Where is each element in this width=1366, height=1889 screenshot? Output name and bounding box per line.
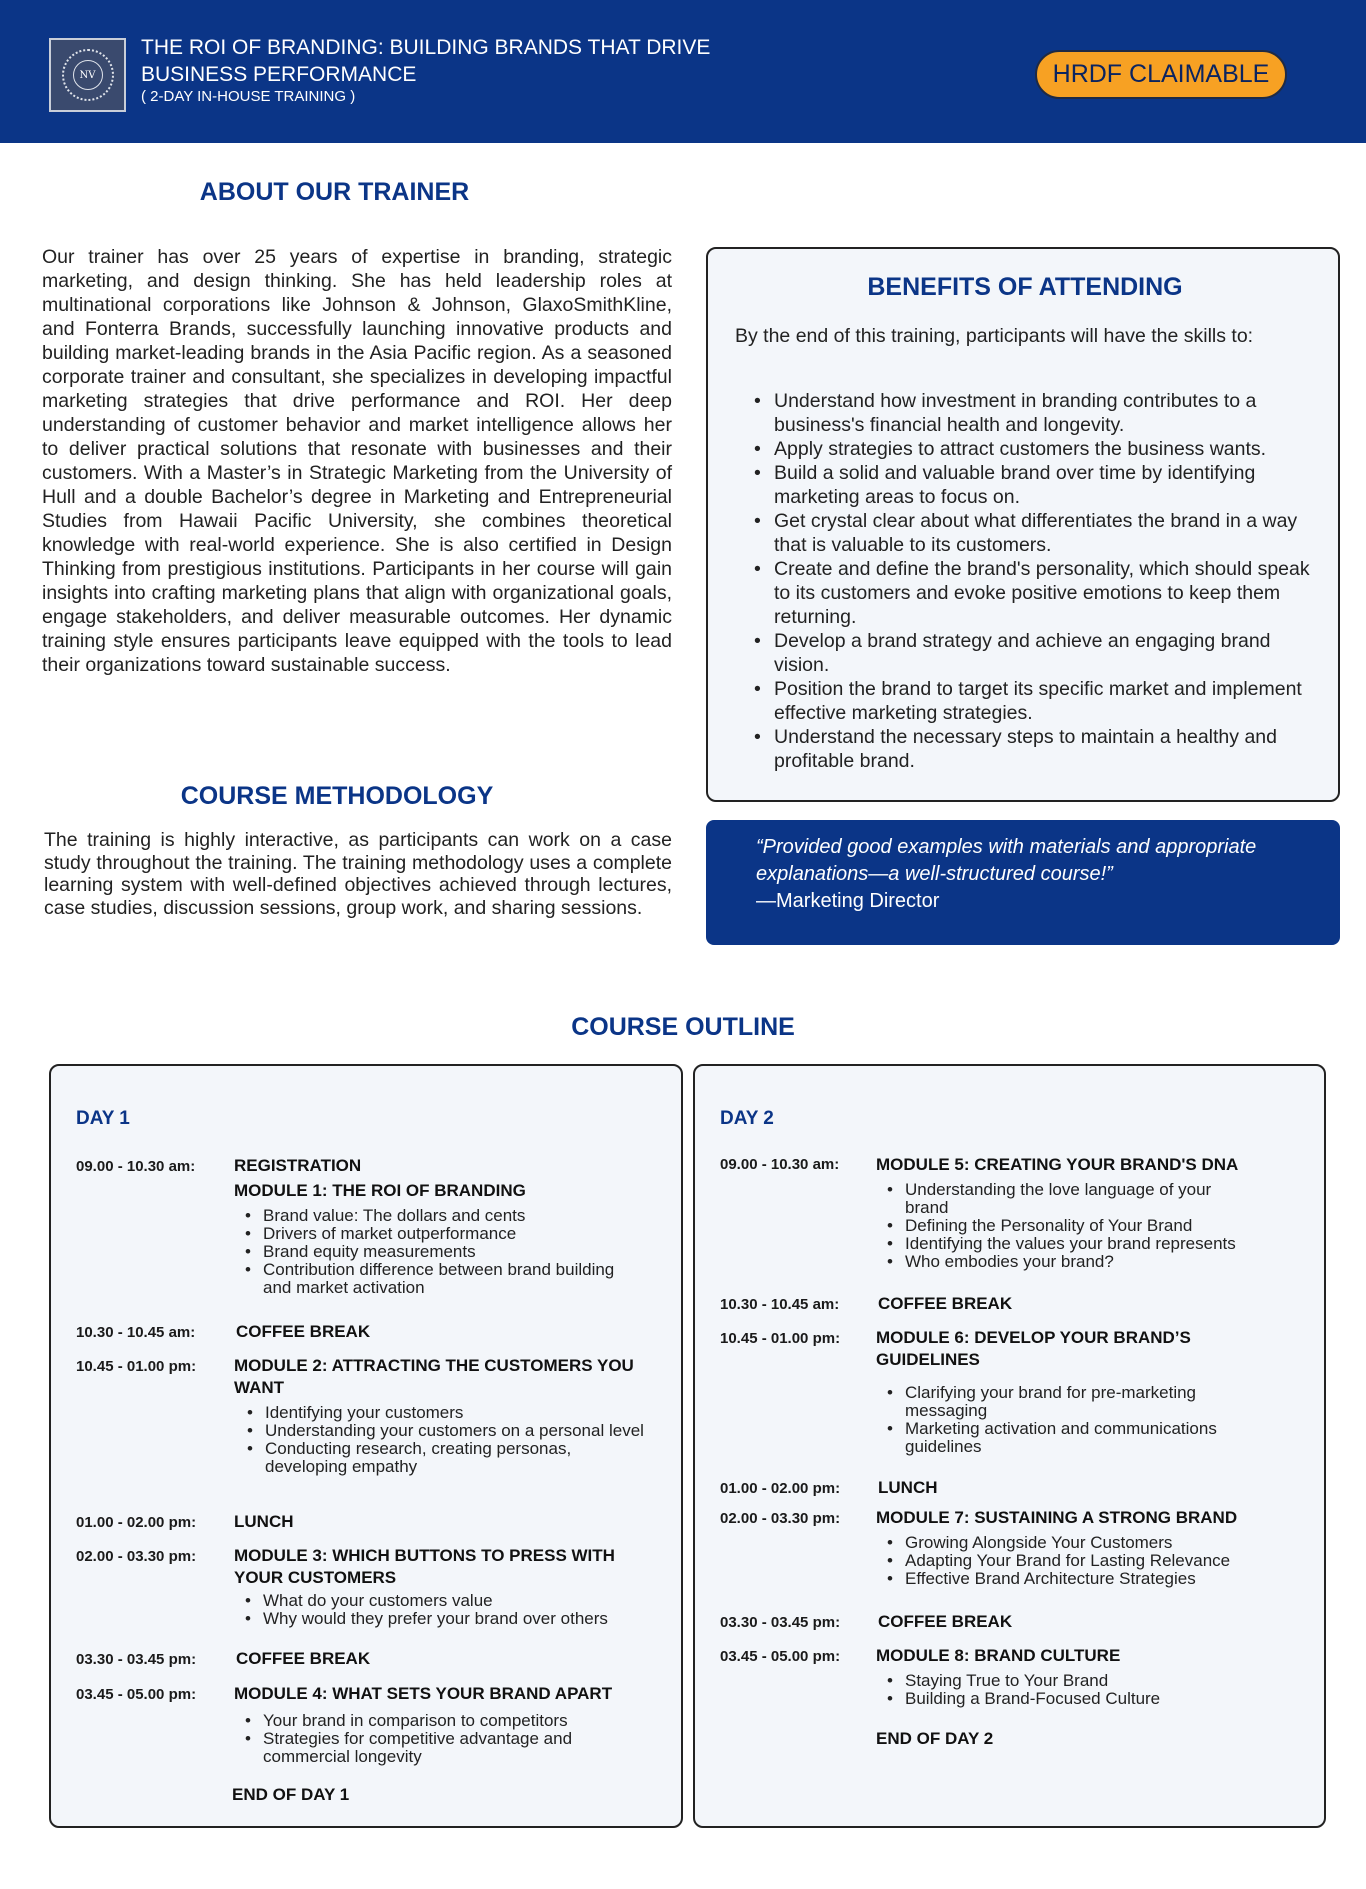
course-methodology-text: The training is highly interactive, as participants can work on a case study throughout the training. The training methodology uses a complete learning system with well-defined objectives achieved through lectures, case studies, discussion sessions, group work, and sharing sessions. bbox=[44, 829, 672, 919]
module-7-topics bbox=[885, 1534, 1285, 1588]
module-5-title: MODULE 5: CREATING YOUR BRAND'S DNA bbox=[876, 1155, 1239, 1174]
module-1-title: MODULE 1: THE ROI OF BRANDING bbox=[234, 1181, 526, 1200]
module-8-topics bbox=[885, 1672, 1265, 1708]
lunch-label: LUNCH bbox=[234, 1512, 294, 1531]
module-6-title: MODULE 6: DEVELOP YOUR BRAND’S GUIDELINES bbox=[876, 1328, 1191, 1369]
topic-item: • Growing Alongside Your Customers bbox=[885, 1534, 1285, 1552]
day1-title: DAY 1 bbox=[76, 1108, 130, 1129]
logo-monogram: NV bbox=[73, 60, 103, 90]
benefit-item: • Create and define the brand's personality, which should speak to its customers and evoke positive emotions to keep them returning. bbox=[750, 557, 1320, 629]
coffee-break-label: COFFEE BREAK bbox=[878, 1294, 1013, 1313]
benefits-intro: By the end of this training, participants will have the skills to: bbox=[735, 325, 1254, 347]
coffee-break-label: COFFEE BREAK bbox=[236, 1649, 371, 1668]
benefit-item: • Apply strategies to attract customers the business wants. bbox=[750, 437, 1320, 461]
module-6-topics bbox=[885, 1384, 1225, 1456]
topic-item: • Understanding the love language of your brand bbox=[885, 1181, 1255, 1217]
course-subtitle: ( 2-DAY IN-HOUSE TRAINING ) bbox=[141, 88, 356, 105]
session-time: 02.00 - 03.30 pm: bbox=[76, 1548, 197, 1565]
session-time: 10.30 - 10.45 am: bbox=[720, 1296, 840, 1313]
benefit-item: • Get crystal clear about what differentiates the brand in a way that is valuable to its customers. bbox=[750, 509, 1320, 557]
module-8-title: MODULE 8: BRAND CULTURE bbox=[876, 1646, 1121, 1665]
module-5-topics bbox=[885, 1181, 1255, 1271]
topic-item: • Conducting research, creating personas, developing empathy bbox=[245, 1440, 645, 1476]
coffee-break-label: COFFEE BREAK bbox=[236, 1322, 371, 1341]
topic-item: • Building a Brand-Focused Culture bbox=[885, 1690, 1265, 1708]
topic-item: • Identifying your customers bbox=[245, 1404, 645, 1422]
about-trainer-heading: ABOUT OUR TRAINER bbox=[199, 178, 470, 206]
module-4-title: MODULE 4: WHAT SETS YOUR BRAND APART bbox=[234, 1684, 613, 1703]
session-time: 01.00 - 02.00 pm: bbox=[720, 1480, 841, 1497]
brand-logo bbox=[49, 38, 126, 112]
topic-item: • Staying True to Your Brand bbox=[885, 1672, 1265, 1690]
topic-item: • Marketing activation and communications guidelines bbox=[885, 1420, 1225, 1456]
end-of-day2-label: END OF DAY 2 bbox=[876, 1729, 994, 1748]
session-time: 10.45 - 01.00 pm: bbox=[76, 1358, 197, 1375]
end-of-day1-label: END OF DAY 1 bbox=[232, 1785, 350, 1804]
topic-item: • Effective Brand Architecture Strategies bbox=[885, 1570, 1285, 1588]
session-time: 09.00 - 10.30 am: bbox=[720, 1156, 840, 1173]
session-time: 10.45 - 01.00 pm: bbox=[720, 1330, 841, 1347]
module-7-title: MODULE 7: SUSTAINING A STRONG BRAND bbox=[876, 1508, 1238, 1527]
benefit-item: • Develop a brand strategy and achieve an engaging brand vision. bbox=[750, 629, 1320, 677]
topic-item: • Brand value: The dollars and cents bbox=[243, 1207, 623, 1225]
topic-item: • Why would they prefer your brand over others bbox=[243, 1610, 643, 1628]
session-time: 10.30 - 10.45 am: bbox=[76, 1324, 196, 1341]
session-time: 02.00 - 03.30 pm: bbox=[720, 1510, 841, 1527]
topic-item: • Contribution difference between brand building and market activation bbox=[243, 1261, 623, 1297]
topic-item: • Drivers of market outperformance bbox=[243, 1225, 623, 1243]
module-2-title: MODULE 2: ATTRACTING THE CUSTOMERS YOU WANT bbox=[234, 1356, 634, 1397]
session-time: 03.30 - 03.45 pm: bbox=[76, 1651, 197, 1668]
course-outline-heading: COURSE OUTLINE bbox=[571, 1013, 795, 1041]
session-time: 09.00 - 10.30 am: bbox=[76, 1158, 196, 1175]
topic-item: • Defining the Personality of Your Brand bbox=[885, 1217, 1255, 1235]
benefit-item: • Understand the necessary steps to maintain a healthy and profitable brand. bbox=[750, 725, 1320, 773]
module-2-topics bbox=[245, 1404, 645, 1476]
lunch-label: LUNCH bbox=[878, 1478, 938, 1497]
benefit-item: • Understand how investment in branding contributes to a business's financial health and longevity. bbox=[750, 389, 1320, 437]
benefit-item: • Position the brand to target its specific market and implement effective marketing strategies. bbox=[750, 677, 1320, 725]
topic-item: • Adapting Your Brand for Lasting Relevance bbox=[885, 1552, 1285, 1570]
module-3-title: MODULE 3: WHICH BUTTONS TO PRESS WITH YOUR CUSTOMERS bbox=[234, 1546, 615, 1587]
course-methodology-heading: COURSE METHODOLOGY bbox=[180, 782, 494, 810]
topic-item: • Your brand in comparison to competitors bbox=[243, 1712, 623, 1730]
benefits-list bbox=[750, 389, 1320, 773]
header-banner bbox=[0, 0, 1366, 143]
logo-ring-icon bbox=[62, 49, 114, 101]
session-time: 03.30 - 03.45 pm: bbox=[720, 1614, 841, 1631]
module-1-topics bbox=[243, 1207, 623, 1297]
benefit-item: • Build a solid and valuable brand over time by identifying marketing areas to focus on. bbox=[750, 461, 1320, 509]
testimonial-panel bbox=[706, 820, 1340, 945]
topic-item: • Strategies for competitive advantage and commercial longevity bbox=[243, 1730, 623, 1766]
day2-title: DAY 2 bbox=[720, 1108, 774, 1129]
topic-item: • Who embodies your brand? bbox=[885, 1253, 1255, 1271]
coffee-break-label: COFFEE BREAK bbox=[878, 1612, 1013, 1631]
registration-label: REGISTRATION bbox=[234, 1156, 362, 1175]
testimonial-author: —Marketing Director bbox=[756, 890, 940, 912]
testimonial-quote: “Provided good examples with materials and appropriate explanations—a well-structured course!” bbox=[756, 836, 1257, 885]
day1-panel bbox=[49, 1064, 683, 1828]
topic-item: • Understanding your customers on a personal level bbox=[245, 1422, 645, 1440]
module-4-topics bbox=[243, 1712, 623, 1766]
about-trainer-text: Our trainer has over 25 years of expertise in branding, strategic marketing, and design thinking. She has held leadership roles at multinational corporations like Johnson & Johnson, GlaxoSmithKline, and Fonterra Brands, successfully launching innovative products and building market-leading brands in the Asia Pacific region. As a seasoned corporate trainer and consultant, she specializes in developing impactful marketing strategies that drive performance and ROI. Her deep understanding of customer behavior and market intelligence allows her to deliver practical solutions that resonate with businesses and their customers. With a Master’s in Strategic Marketing from the University of Hull and a double Bachelor’s degree in Marketing and Entrepreneurial Studies from Hawaii Pacific University, she combines theoretical knowledge with real-world experience. She is also certified in Design Thinking from prestigious institutions. Participants in her course will gain insights into crafting marketing plans that align with organizational goals, engage stakeholders, and deliver measurable outcomes. Her dynamic training style ensures participants leave equipped with the tools to lead their organizations toward sustainable success. bbox=[42, 246, 672, 676]
benefits-panel bbox=[706, 247, 1340, 802]
topic-item: • Clarifying your brand for pre-marketing messaging bbox=[885, 1384, 1225, 1420]
topic-item: • Brand equity measurements bbox=[243, 1243, 623, 1261]
session-time: 03.45 - 05.00 pm: bbox=[76, 1686, 197, 1703]
session-time: 03.45 - 05.00 pm: bbox=[720, 1648, 841, 1665]
topic-item: • What do your customers value bbox=[243, 1592, 643, 1610]
course-title: THE ROI OF BRANDING: BUILDING BRANDS THAT DRIVE BUSINESS PERFORMANCE bbox=[141, 36, 711, 86]
day2-panel bbox=[693, 1064, 1326, 1828]
benefits-heading: BENEFITS OF ATTENDING bbox=[867, 273, 1183, 301]
hrdf-claimable-badge: HRDF CLAIMABLE bbox=[1035, 50, 1287, 99]
module-3-topics bbox=[243, 1592, 643, 1628]
topic-item: • Identifying the values your brand represents bbox=[885, 1235, 1255, 1253]
session-time: 01.00 - 02.00 pm: bbox=[76, 1514, 197, 1531]
